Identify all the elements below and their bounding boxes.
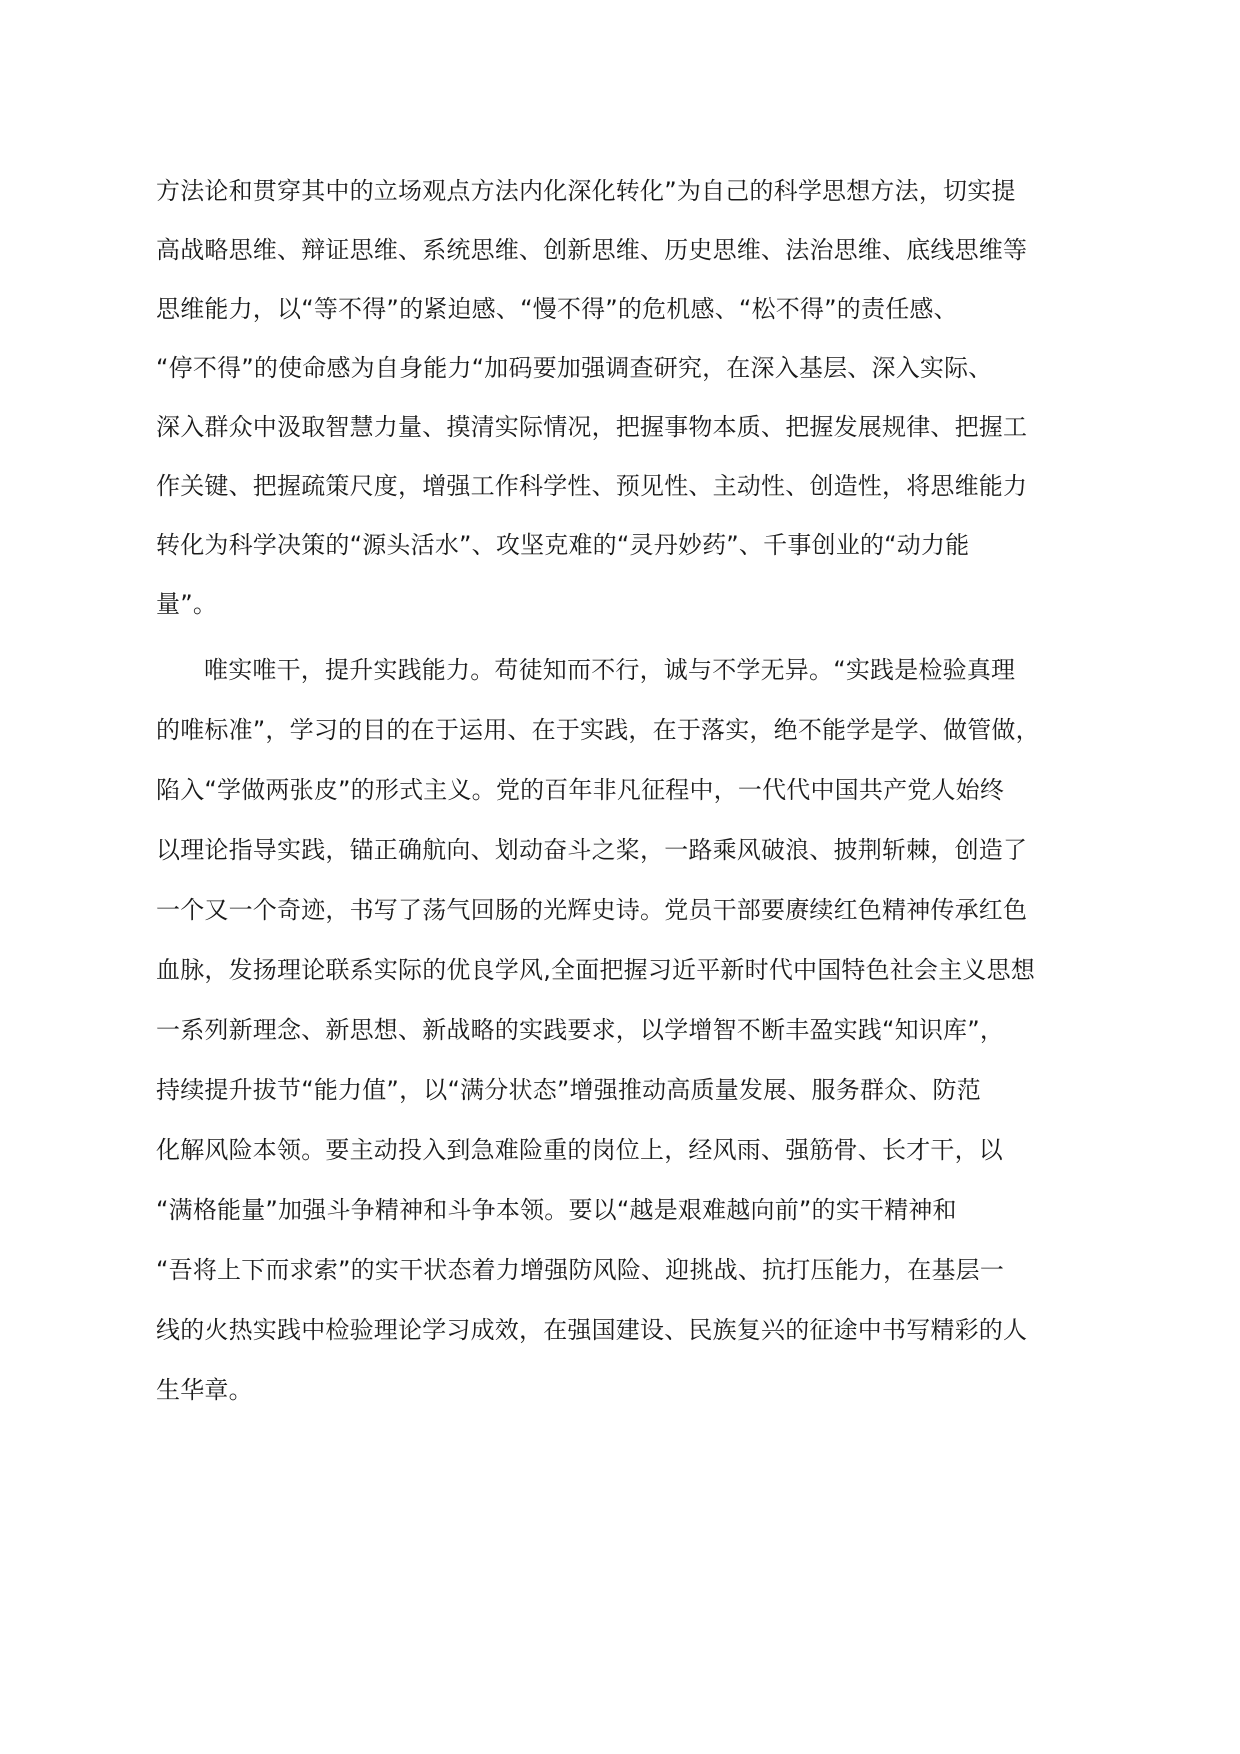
text-line-12: 以理论指导实践，锚正确航向、划动奋斗之桨，一路乘风破浪、披荆斩棘，创造了 [156, 836, 1028, 864]
text-line-1: 方法论和贯穿其中的立场观点方法内化深化转化”为自己的科学思想方法，切实提 [156, 177, 1016, 205]
text-line-7: 转化为科学决策的“源头活水”、攻坚克难的“灵丹妙药”、千事创业的“动力能 [156, 531, 970, 559]
text-line-20: 线的火热实践中检验理论学习成效，在强国建设、民族复兴的征途中书写精彩的人 [156, 1316, 1028, 1344]
text-line-3: 思维能力，以“等不得”的紧迫感、“慢不得”的危机感、“松不得”的责任感、 [156, 295, 958, 323]
text-line-11: 陷入“学做两张皮”的形式主义。党的百年非凡征程中，一代代中国共产党人始终 [156, 776, 1005, 804]
text-line-17: 化解风险本领。要主动投入到急难险重的岗位上，经风雨、强筋骨、长才干，以 [156, 1136, 1003, 1164]
text-line-14: 血脉，发扬理论联系实际的优良学风,全面把握习近平新时代中国特色社会主义思想 [156, 956, 1036, 984]
text-line-19: “吾将上下而求索”的实干状态着力增强防风险、迎挑战、抗打压能力，在基层一 [156, 1256, 1005, 1284]
text-line-2: 高战略思维、辩证思维、系统思维、创新思维、历史思维、法治思维、底线思维等 [156, 236, 1028, 264]
paragraph-2-first-line: 唯实唯干，提升实践能力。苟徒知而不行，诚与不学无异。“实践是检验真理 [204, 656, 1016, 684]
text-line-15: 一系列新理念、新思想、新战略的实践要求，以学增智不断丰盈实践“知识库”， [156, 1016, 1005, 1044]
text-line-16: 持续提升拔节“能力值”，以“满分状态”增强推动高质量发展、服务群众、防范 [156, 1076, 981, 1104]
text-line-8: 量”。 [156, 590, 218, 618]
text-line-13: 一个又一个奇迹，书写了荡气回肠的光辉史诗。党员干部要赓续红色精神传承红色 [156, 896, 1028, 924]
text-line-4: “停不得”的使命感为自身能力“加码要加强调查研究，在深入基层、深入实际、 [156, 354, 993, 382]
text-line-5: 深入群众中汲取智慧力量、摸清实际情况，把握事物本质、把握发展规律、把握工 [156, 413, 1028, 441]
text-line-18: “满格能量”加强斗争精神和斗争本领。要以“越是艰难越向前”的实干精神和 [156, 1196, 957, 1224]
text-line-21: 生华章。 [156, 1376, 253, 1404]
text-line-10: 的唯标准”，学习的目的在于运用、在于实践，在于落实，绝不能学是学、做管做， [156, 716, 1040, 744]
text-line-6: 作关键、把握疏策尺度，增强工作科学性、预见性、主动性、创造性，将思维能力 [156, 472, 1028, 500]
